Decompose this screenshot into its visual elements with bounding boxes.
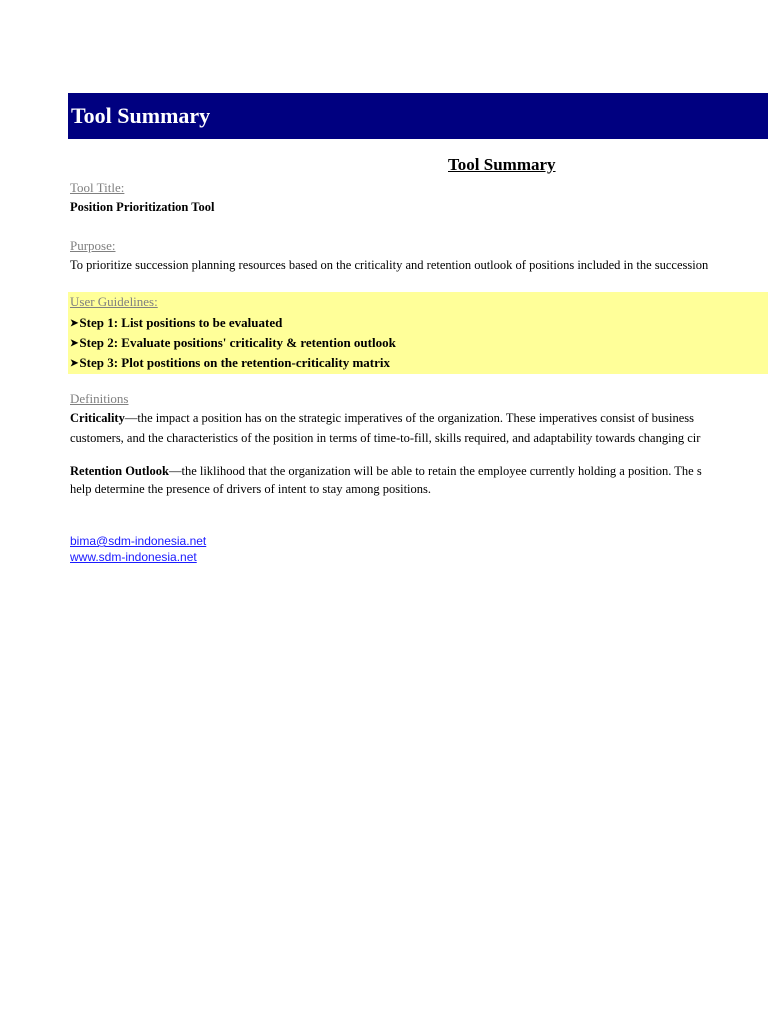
guideline-step-text: Step 2: Evaluate positions' criticality & retention outlook bbox=[79, 335, 396, 350]
user-guidelines-box bbox=[68, 292, 768, 374]
retention-text: —the liklihood that the organization will be able to retain the employee currently holding a position. The s bbox=[168, 464, 702, 478]
retention-definition-line-2: help determine the presence of drivers of intent to stay among positions. bbox=[70, 482, 432, 496]
guideline-step-text: Step 1: List positions to be evaluated bbox=[79, 315, 283, 330]
criticality-text: —the impact a position has on the strategic imperatives of the organization. These imperatives consist of business bbox=[124, 411, 695, 425]
website-link[interactable]: www.sdm-indonesia.net bbox=[70, 550, 197, 564]
email-link[interactable]: bima@sdm-indonesia.net bbox=[70, 534, 207, 548]
retention-definition-line-1 bbox=[70, 464, 702, 479]
guideline-step-2 bbox=[70, 335, 396, 351]
criticality-definition-line-1 bbox=[70, 411, 694, 426]
retention-term: Retention Outlook bbox=[70, 464, 169, 478]
user-guidelines-label: User Guidelines: bbox=[70, 294, 158, 309]
document-title: Tool Summary bbox=[448, 155, 556, 174]
arrowhead-bullet-icon: ➤ bbox=[70, 358, 79, 369]
purpose-text: To prioritize succession planning resources based on the criticality and retention outlook of positions included in the succession bbox=[70, 258, 709, 272]
arrowhead-bullet-icon: ➤ bbox=[70, 318, 79, 329]
arrowhead-bullet-icon: ➤ bbox=[70, 338, 79, 349]
title-banner bbox=[68, 93, 768, 139]
criticality-definition-line-2: customers, and the characteristics of the position in terms of time-to-fill, skills required, and adaptability towards changing cir bbox=[70, 431, 701, 445]
guideline-step-1 bbox=[70, 315, 282, 331]
guideline-step-text: Step 3: Plot postitions on the retention-criticality matrix bbox=[79, 355, 391, 370]
definitions-label: Definitions bbox=[70, 391, 129, 406]
banner-title: Tool Summary bbox=[71, 103, 211, 128]
tool-title-label: Tool Title: bbox=[70, 180, 125, 195]
tool-title-value: Position Prioritization Tool bbox=[70, 200, 215, 214]
purpose-label: Purpose: bbox=[70, 238, 116, 253]
guideline-step-3 bbox=[70, 355, 390, 371]
criticality-term: Criticality bbox=[70, 411, 125, 425]
